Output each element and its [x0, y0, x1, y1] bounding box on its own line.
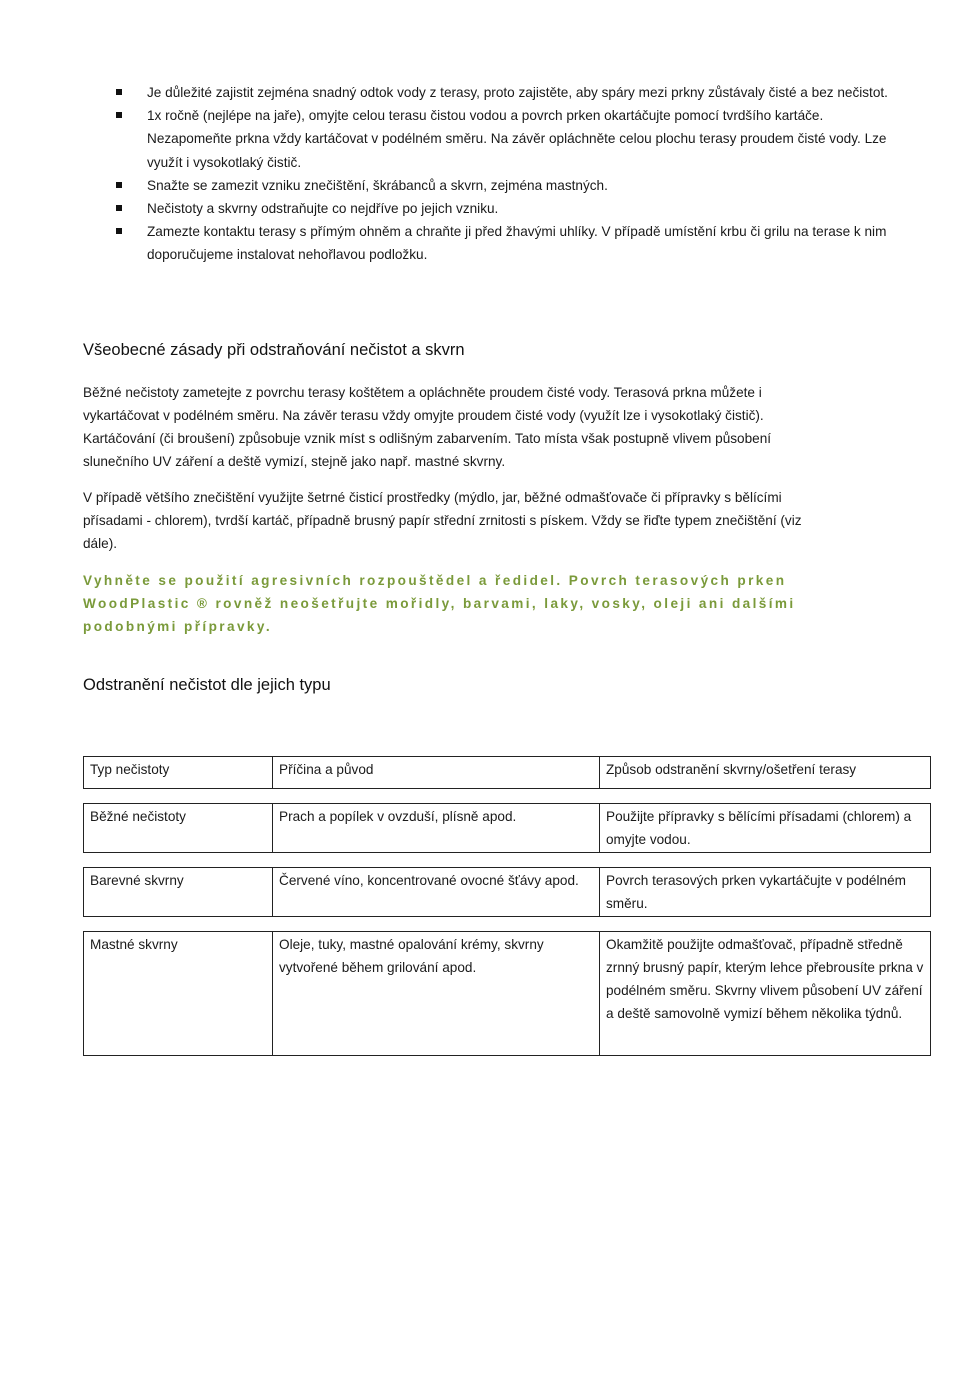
section-heading-by-type: Odstranění nečistot dle jejich typu	[83, 676, 331, 694]
table-cell: Povrch terasových prken vykartáčujte v podélném směru.	[600, 868, 931, 917]
list-item: 1x ročně (nejlépe na jaře), omyjte celou terasu čistou vodou a povrch prken okartáčujte pomocí tvrdšího kartáče. Nezapomeňte prkna vždy kartáčovat v podélném směru. Na závěr opláchněte celou plochu terasy proudem čisté vody. Lze využít i vysokotlaký čistič.	[116, 104, 896, 174]
table-cell: Červené víno, koncentrované ovocné šťávy apod.	[273, 868, 600, 917]
list-item: Nečistoty a skvrny odstraňujte co nejdříve po jejich vzniku.	[116, 197, 896, 220]
list-item: Zamezte kontaktu terasy s přímým ohněm a chraňte ji před žhavými uhlíky. V případě umístění krbu či grilu na terase k nim doporučujeme instalovat nehořlavou podložku.	[116, 220, 896, 266]
square-bullet-icon	[116, 205, 122, 211]
list-item: Je důležité zajistit zejména snadný odtok vody z terasy, proto zajistěte, aby spáry mezi prkny zůstávaly čisté a bez nečistot.	[116, 81, 896, 104]
table-cell: Okamžitě použijte odmašťovač, případně středně zrnný brusný papír, kterým lehce přebrousíte prkna v podélném směru. Skvrny vlivem působení UV záření a deště samovolně vymizí během několika týdnů.	[600, 932, 931, 1056]
table-row	[84, 868, 931, 917]
table-cell: Barevné skvrny	[84, 868, 273, 917]
square-bullet-icon	[116, 89, 122, 95]
dirt-types-table	[83, 756, 931, 1056]
table-header-cell: Typ nečistoty	[84, 757, 273, 789]
table-cell: Mastné skvrny	[84, 932, 273, 1056]
list-item: Snažte se zamezit vzniku znečištění, škrábanců a skvrn, zejména mastných.	[116, 174, 896, 197]
square-bullet-icon	[116, 228, 122, 234]
table-spacer	[84, 853, 931, 868]
section-heading-general: Všeobecné zásady při odstraňování nečistot a skvrn	[83, 341, 465, 359]
warning-note: Vyhněte se použití agresivních rozpouštědel a ředidel. Povrch terasových prken WoodPlastic ® rovněž neošetřujte mořidly, barvami, laky, vosky, oleji ani dalšími podobnými přípravky.	[83, 573, 796, 634]
paragraph-general-cleaning: Běžné nečistoty zametejte z povrchu terasy koštětem a opláchněte proudem čisté vody. Terasová prkna můžete i vykartáčovat v podélném směru. Na závěr terasu vždy omyjte proudem čisté vody (využít lze i vysokotlaký čistič). Kartáčování (či broušení) způsobuje vznik míst s odlišným zabarvením. Tato místa však postupně vlivem působení slunečního UV záření a deště vymizí, stejně jako např. mastné skvrny.	[83, 385, 772, 469]
table-header-cell: Způsob odstranění skvrny/ošetření terasy	[600, 757, 931, 789]
table-row	[84, 804, 931, 853]
table-cell: Prach a popílek v ovzduší, plísně apod.	[273, 804, 600, 853]
table-row	[84, 932, 931, 1056]
table-spacer	[84, 789, 931, 804]
square-bullet-icon	[116, 112, 122, 118]
table-header-cell: Příčina a původ	[273, 757, 600, 789]
table-cell: Použijte přípravky s bělícími přísadami (chlorem) a omyjte vodou.	[600, 804, 931, 853]
bullet-list	[116, 81, 896, 267]
table-cell: Běžné nečistoty	[84, 804, 273, 853]
paragraph-heavy-dirt: V případě většího znečištění využijte šetrné čisticí prostředky (mýdlo, jar, běžné odmašťovače či přípravky s bělícími přísadami - chlorem), tvrdší kartáč, případně brusný papír střední zrnitosti s pískem. Vždy se řiďte typem znečištění (viz dále).	[83, 490, 802, 551]
table-header-row	[84, 757, 931, 789]
square-bullet-icon	[116, 182, 122, 188]
table-spacer	[84, 917, 931, 932]
table-cell: Oleje, tuky, mastné opalování krémy, skvrny vytvořené během grilování apod.	[273, 932, 600, 1056]
